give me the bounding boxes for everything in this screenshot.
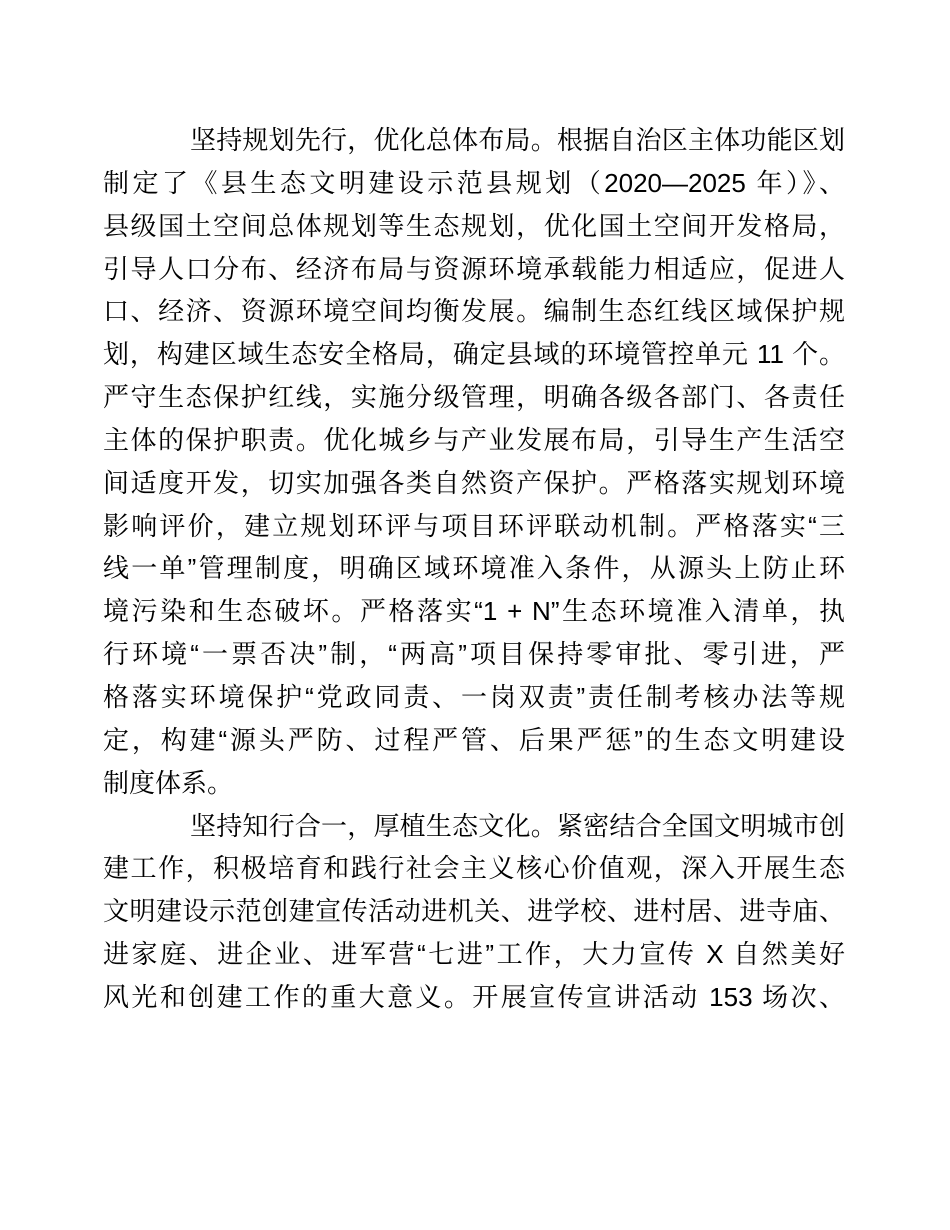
text-line: 影响评价，建立规划环评与项目环评联动机制。严格落实“三 bbox=[103, 510, 845, 541]
text-line: 格落实环境保护“党政同责、一岗双责”责任制考核办法等规 bbox=[103, 681, 845, 712]
text-line: 坚持知行合一，厚植生态文化。紧密结合全国文明城市创 bbox=[190, 810, 845, 841]
text-line: 进家庭、进企业、进军营“七进”工作，大力宣传 X 自然美好 bbox=[103, 939, 845, 970]
text-line: 行环境“一票否决”制，“两高”项目保持零审批、零引进，严 bbox=[103, 639, 845, 670]
text-line: 引导人口分布、经济布局与资源环境承载能力相适应，促进人 bbox=[103, 253, 845, 284]
text-line: 间适度开发，切实加强各类自然资产保护。严格落实规划环境 bbox=[103, 467, 845, 498]
text-line: 定，构建“源头严防、过程严管、后果严惩”的生态文明建设 bbox=[103, 724, 845, 755]
text-line: 划，构建区域生态安全格局，确定县域的环境管控单元 11 个。 bbox=[103, 339, 845, 370]
text-line: 线一单”管理制度，明确区域环境准入条件，从源头上防止环 bbox=[103, 553, 845, 584]
text-line: 文明建设示范创建宣传活动进机关、进学校、进村居、进寺庙、 bbox=[103, 896, 845, 927]
paragraph-planning bbox=[103, 119, 845, 805]
text-line: 制度体系。 bbox=[103, 767, 234, 798]
text-line: 风光和创建工作的重大意义。开展宣传宣讲活动 153 场次、 bbox=[103, 981, 845, 1012]
text-line: 口、经济、资源环境空间均衡发展。编制生态红线区域保护规 bbox=[103, 296, 845, 327]
text-line: 坚持规划先行，优化总体布局。根据自治区主体功能区划 bbox=[190, 125, 845, 155]
text-line: 建工作，积极培育和践行社会主义核心价值观，深入开展生态 bbox=[103, 853, 845, 884]
paragraph-culture bbox=[103, 805, 845, 1019]
text-line: 严守生态保护红线，实施分级管理，明确各级各部门、各责任 bbox=[103, 382, 845, 413]
document-body bbox=[103, 119, 845, 1019]
text-line: 境污染和生态破坏。严格落实“1 + N”生态环境准入清单，执 bbox=[103, 596, 845, 627]
text-line: 主体的保护职责。优化城乡与产业发展布局，引导生产生活空 bbox=[103, 424, 845, 455]
text-line: 县级国土空间总体规划等生态规划，优化国土空间开发格局， bbox=[103, 210, 845, 241]
text-line: 制定了《县生态文明建设示范县规划（2020—2025 年）》、 bbox=[103, 167, 845, 198]
